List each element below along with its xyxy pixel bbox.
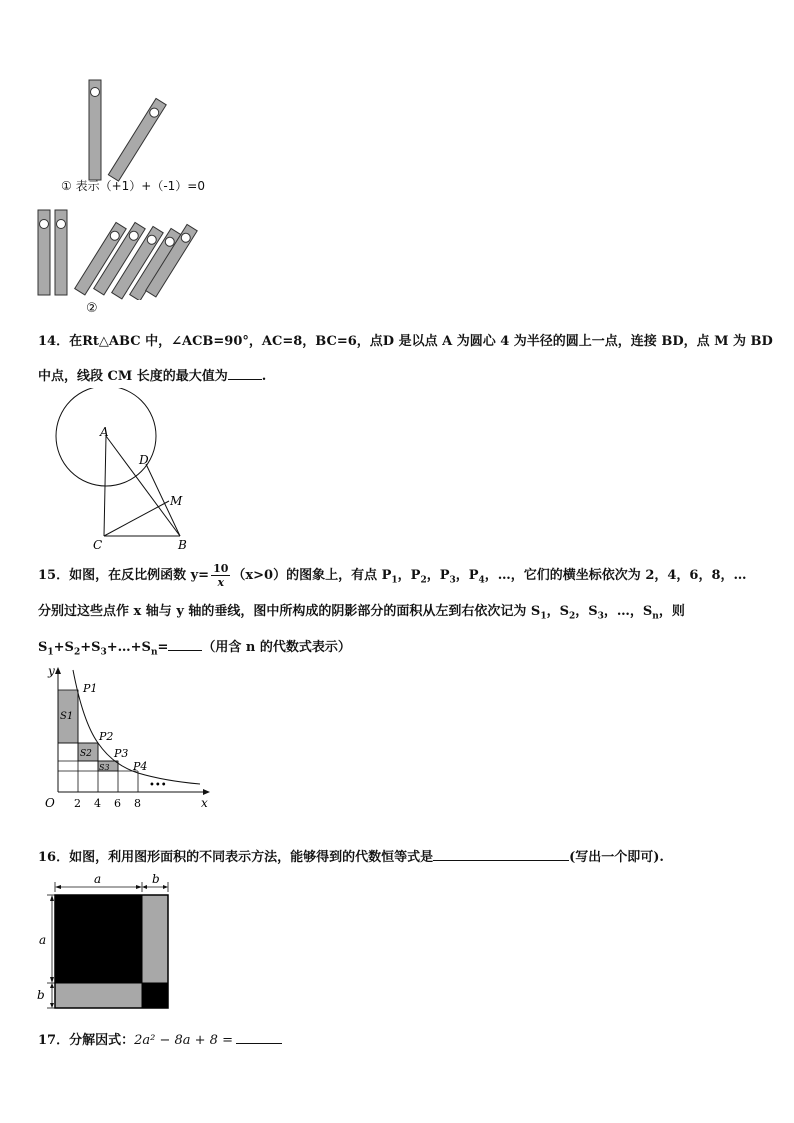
inverse-function-graph bbox=[35, 662, 215, 812]
x-tick-6: 6 bbox=[114, 797, 121, 810]
continuation-dots: ••• bbox=[149, 780, 167, 791]
label-p2: P2 bbox=[99, 730, 114, 743]
rect-ab-bottom bbox=[55, 983, 142, 1008]
label-b: B bbox=[178, 538, 187, 552]
label-p3: P3 bbox=[114, 747, 129, 760]
square-a-squared bbox=[55, 895, 142, 983]
sum-mid: +…+S bbox=[106, 640, 151, 655]
sub-p1: 1 bbox=[391, 575, 398, 586]
label-b-top: b bbox=[152, 872, 160, 886]
question-17-line bbox=[38, 1031, 282, 1047]
sub-3: 3 bbox=[597, 611, 604, 622]
label-s3: S3 bbox=[99, 763, 110, 772]
fraction-numerator: 10 bbox=[213, 562, 229, 575]
label-m: M bbox=[170, 494, 183, 508]
answer-blank-17[interactable] bbox=[236, 1031, 282, 1044]
period: . bbox=[261, 369, 267, 384]
sub-2: 2 bbox=[568, 611, 576, 622]
label-a-top: a bbox=[94, 872, 102, 886]
segment-cm bbox=[104, 501, 169, 536]
x-axis-arrow bbox=[203, 789, 210, 795]
equals: = bbox=[157, 640, 169, 655]
y-axis-arrow bbox=[55, 667, 61, 674]
rect-ab-right bbox=[142, 895, 168, 983]
question-17-text: 17．分解因式： bbox=[38, 1033, 135, 1048]
sub-1: 1 bbox=[540, 611, 547, 622]
label-b-left: b bbox=[37, 988, 45, 1002]
question-15-text: 分别过这些点作 x 轴与 y 轴的垂线，图中所构成的阴影部分的面积从左到右依次记为 S bbox=[38, 604, 541, 619]
sub-p4: 4 bbox=[478, 575, 485, 586]
figure-2-caption: ② bbox=[86, 301, 98, 316]
question-15-text: ，…，它们的横坐标依次为 2，4，6，8，… bbox=[484, 568, 747, 583]
rod-circle bbox=[40, 220, 49, 229]
question-15-line-2: 分别过这些点作 x 轴与 y 轴的垂线，图中所构成的阴影部分的面积从左到右依次记为 $S_1$，$S_2$，$S_3$，…，$S_n$，则 bbox=[38, 604, 685, 622]
label-a: A bbox=[100, 425, 109, 439]
question-15-text: ，则 bbox=[658, 604, 685, 619]
rod-circle bbox=[91, 88, 100, 97]
sum-s: S bbox=[38, 640, 48, 655]
triangle-circle-figure bbox=[50, 388, 200, 553]
expression: 2a² − 8a + 8 = bbox=[134, 1033, 233, 1048]
sub-p3: 3 bbox=[449, 575, 456, 586]
question-16-tail: (写出一个即可). bbox=[569, 850, 664, 865]
counting-rods-figure-1 bbox=[50, 75, 190, 195]
answer-blank-15[interactable] bbox=[168, 638, 202, 651]
question-15-text: ，…，S bbox=[603, 604, 653, 619]
x-tick-4: 4 bbox=[94, 797, 101, 810]
y-axis-label: y bbox=[48, 664, 55, 678]
question-16-line bbox=[38, 848, 664, 864]
square-b-squared bbox=[142, 983, 168, 1008]
label-a-left: a bbox=[39, 933, 47, 947]
label-p1: P1 bbox=[83, 682, 98, 695]
label-c: C bbox=[93, 538, 103, 552]
question-14-line-1: 14．在Rt△ABC 中，∠ACB=90°，AC=8，BC=6，点D 是以点 A 为圆心 4 为半径的圆上一点，连接 BD，点 M 为 BD bbox=[38, 334, 773, 349]
x-tick-2: 2 bbox=[74, 797, 81, 810]
label-d: D bbox=[139, 453, 149, 467]
x-tick-8: 8 bbox=[134, 797, 141, 810]
rod-circle bbox=[57, 220, 66, 229]
question-15-text: （x>0）的图象上，有点 P bbox=[232, 568, 392, 583]
origin-label: O bbox=[45, 796, 55, 810]
question-15-line-1: 15．如图，在反比例函数 y= $\frac{10}{x}$ （x>0）的图象上，有点 $P_1$，$P_2$，$P_3$，$P_4$，…，它们的横坐标依次为 2，4，6，8，… bbox=[38, 562, 747, 589]
sub-p2: 2 bbox=[420, 575, 427, 586]
question-15-note: （用含 n 的代数式表示） bbox=[202, 640, 351, 655]
square-area-figure bbox=[35, 870, 180, 1015]
label-p4: P4 bbox=[133, 760, 148, 773]
question-15-line-3: $S_1+S_2+S_3+\dots+S_n=$ （用含 n 的代数式表示） bbox=[38, 640, 351, 658]
question-15-text: 15．如图，在反比例函数 y= bbox=[38, 568, 210, 583]
question-16-text: 16．如图，利用图形面积的不同表示方法，能够得到的代数恒等式是 bbox=[38, 850, 434, 865]
answer-blank-16[interactable] bbox=[433, 848, 569, 861]
x-axis-label: x bbox=[201, 796, 208, 810]
label-s1: S1 bbox=[60, 711, 74, 722]
segment-ab bbox=[106, 436, 180, 536]
question-14-line-2 bbox=[38, 367, 266, 383]
answer-blank-14[interactable] bbox=[228, 367, 262, 380]
fraction-10-over-x bbox=[211, 562, 230, 589]
counting-rods-figure-2 bbox=[30, 205, 210, 300]
figure-1-caption: ① 表示（+1）+（-1）=0 bbox=[61, 179, 205, 193]
question-14-text: 中点，线段 CM 长度的最大值为 bbox=[38, 369, 228, 384]
sub-n: n bbox=[652, 611, 659, 622]
fraction-denominator: x bbox=[217, 576, 225, 589]
label-s2: S2 bbox=[80, 749, 92, 759]
